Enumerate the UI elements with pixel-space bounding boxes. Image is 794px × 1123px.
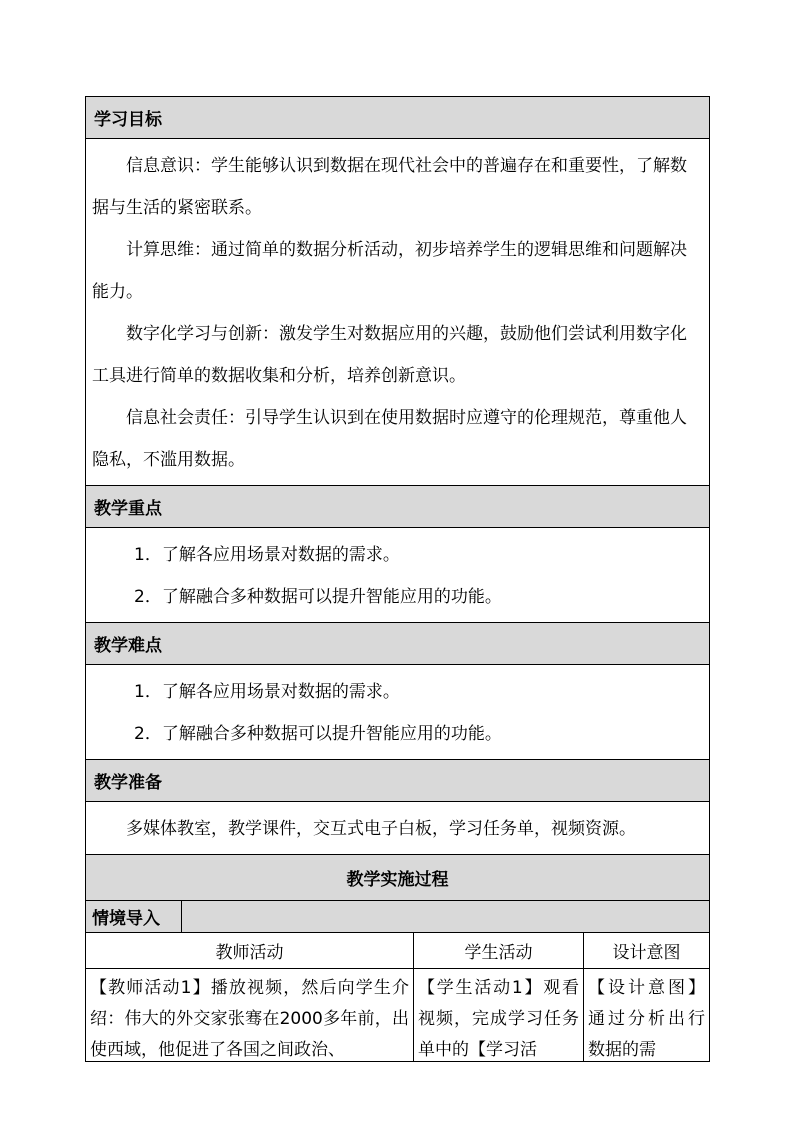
student-activity-text: 【学生活动1】观看视频，完成学习任务单中的【学习活: [418, 978, 579, 1060]
process-header-row: [86, 855, 710, 901]
difficulties-title: 教学难点: [86, 623, 710, 665]
preparation-title: 教学准备: [86, 760, 710, 802]
key-point-item: 1．了解各应用场景对数据的需求。: [134, 545, 400, 565]
difficulty-item: 1．了解各应用场景对数据的需求。: [134, 682, 400, 702]
activity-row: [86, 969, 710, 1062]
objective-digital-learning: 数字化学习与创新：激发学生对数据应用的兴趣，鼓励他们尝试利用数字化工具进行简单的数据收集和分析，培养创新意识。: [92, 324, 687, 386]
stage-fill: [182, 901, 710, 933]
column-student-activity: 学生活动: [414, 933, 584, 969]
column-design-intent: 设计意图: [584, 933, 710, 969]
column-header-row: [86, 933, 710, 969]
process-title: 教学实施过程: [86, 855, 710, 901]
preparation-header-row: [86, 760, 710, 802]
teacher-activity-text: 【教师活动1】播放视频，然后向学生介绍：伟大的外交家张骞在2000多年前，出使西域，他促进了各国之间政治、: [90, 978, 409, 1060]
design-intent-text: 【设计意图】通过分析出行数据的需: [588, 978, 705, 1060]
objective-computational-thinking: 计算思维：通过简单的数据分析活动，初步培养学生的逻辑思维和问题解决能力。: [92, 240, 687, 302]
key-points-title: 教学重点: [86, 486, 710, 528]
objectives-body-row: [86, 139, 710, 486]
design-intent-cell: [584, 969, 710, 1062]
difficulty-item: 2．了解融合多种数据可以提升智能应用的功能。: [134, 724, 502, 744]
column-teacher-activity: 教师活动: [86, 933, 414, 969]
objectives-body: [86, 139, 710, 486]
objectives-header-row: [86, 97, 710, 139]
preparation-body: [86, 802, 710, 855]
stage-header-row: [86, 901, 710, 933]
objectives-title: 学习目标: [86, 97, 710, 139]
objective-information-awareness: 信息意识：学生能够认识到数据在现代社会中的普遍存在和重要性，了解数据与生活的紧密联系。: [92, 156, 687, 218]
difficulties-body-row: [86, 665, 710, 760]
student-activity-cell: [414, 969, 584, 1062]
key-points-body-row: [86, 528, 710, 623]
preparation-text: 多媒体教室，教学课件，交互式电子白板，学习任务单，视频资源。: [126, 819, 636, 839]
difficulties-body: [86, 665, 710, 760]
preparation-body-row: [86, 802, 710, 855]
key-point-item: 2．了解融合多种数据可以提升智能应用的功能。: [134, 587, 502, 607]
objective-social-responsibility: 信息社会责任：引导学生认识到在使用数据时应遵守的伦理规范，尊重他人隐私，不滥用数据。: [92, 408, 687, 470]
key-points-body: [86, 528, 710, 623]
difficulties-header-row: [86, 623, 710, 665]
teacher-activity-cell: [86, 969, 414, 1062]
lesson-plan-table: [85, 96, 710, 1062]
key-points-header-row: [86, 486, 710, 528]
stage-title: 情境导入: [86, 901, 182, 933]
